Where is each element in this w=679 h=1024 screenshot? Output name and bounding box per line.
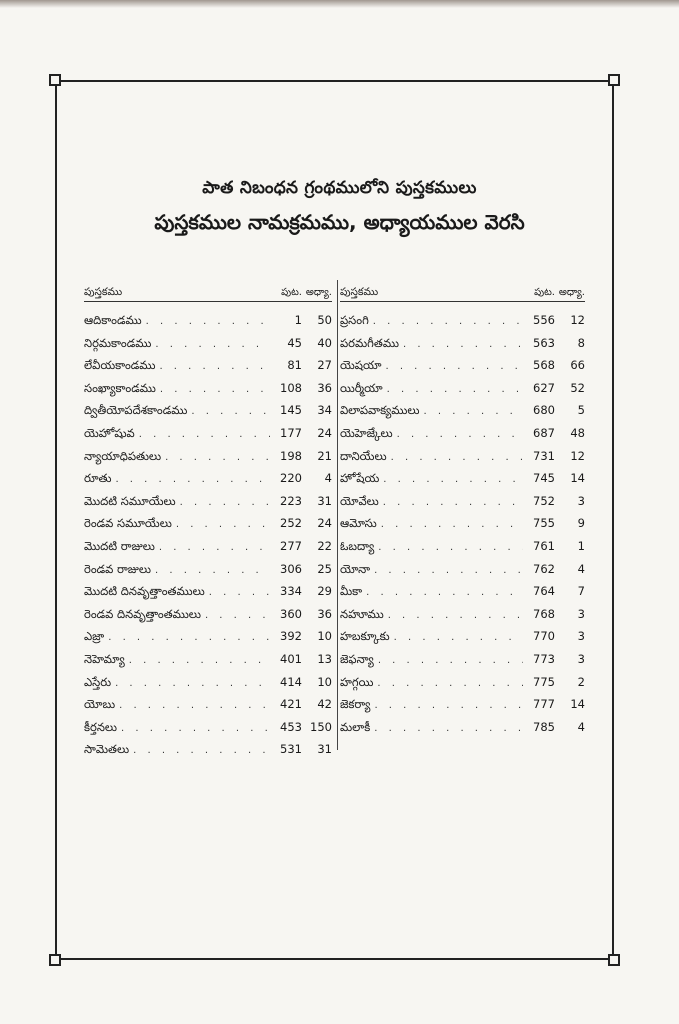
book-row (340, 558, 585, 581)
book-chapters: 36 (317, 606, 332, 621)
book-chapters: 10 (317, 629, 332, 644)
book-name: ప్రసంగి (340, 313, 369, 327)
book-chapters: 27 (317, 358, 332, 373)
book-page: 220 (280, 471, 302, 486)
book-page: 563 (533, 335, 555, 350)
book-chapters: 4 (577, 719, 585, 734)
book-row (340, 648, 585, 671)
book-page: 762 (533, 561, 555, 576)
book-row (340, 716, 585, 739)
page-title: పాత నిబంధన గ్రంథములోని పుస్తకములు (202, 178, 477, 198)
book-page: 680 (533, 403, 555, 418)
book-name: ఎస్తేరు (84, 674, 112, 689)
book-row (340, 332, 585, 355)
book-name: యెహెజ్కేలు (340, 425, 393, 440)
book-row (84, 512, 332, 535)
book-page: 752 (533, 493, 555, 508)
book-row (340, 467, 585, 490)
dot-leader (377, 514, 523, 537)
book-page: 306 (280, 561, 302, 576)
dot-leader (374, 650, 523, 673)
book-name: మొదటి సమూయేలు (84, 493, 176, 508)
book-name: ద్వితీయోపదేశకాండము (84, 403, 188, 418)
book-chapters: 3 (577, 629, 585, 644)
book-row (84, 738, 332, 761)
book-row (340, 693, 585, 716)
frame-corner-ornament (49, 954, 61, 966)
dot-leader (176, 492, 270, 515)
book-page: 785 (533, 719, 555, 734)
book-chapters: 150 (310, 719, 332, 734)
dot-leader (387, 447, 523, 470)
dot-leader (420, 401, 523, 424)
book-chapters: 24 (317, 516, 332, 531)
book-name: యోబు (84, 697, 116, 712)
book-page: 108 (280, 380, 302, 395)
book-row (84, 558, 332, 581)
book-name: జెఫన్యా (340, 651, 374, 666)
dot-leader (129, 740, 270, 763)
book-chapters: 34 (317, 403, 332, 418)
book-name: ఆమోసు (340, 516, 377, 531)
book-name: హోషేయ (340, 471, 380, 486)
book-page: 556 (533, 313, 555, 327)
book-row (340, 354, 585, 377)
book-name: విలాపవాక్యములు (340, 403, 420, 418)
book-row (84, 625, 332, 648)
dot-leader (172, 514, 270, 537)
book-page: 568 (533, 358, 555, 373)
book-row (84, 716, 332, 739)
book-page: 45 (287, 335, 302, 350)
book-page: 252 (280, 516, 302, 531)
book-row (84, 354, 332, 377)
dot-leader (155, 356, 270, 379)
book-row (84, 422, 332, 445)
dot-leader (205, 582, 270, 605)
book-row (84, 490, 332, 513)
book-row (340, 422, 585, 445)
book-chapters: 22 (317, 538, 332, 553)
frame-corner-ornament (49, 74, 61, 86)
book-chapters: 4 (577, 561, 585, 576)
book-chapters: 13 (317, 651, 332, 666)
book-chapters: 8 (577, 335, 585, 350)
book-page: 453 (280, 719, 302, 734)
book-page: 1 (294, 313, 302, 327)
book-name: ఆదికాండము (84, 313, 142, 327)
book-row (84, 671, 332, 694)
book-row (84, 377, 332, 400)
book-chapters: 3 (577, 606, 585, 621)
book-name: దానియేలు (340, 448, 387, 463)
book-chapters: 42 (317, 697, 332, 712)
book-chapters: 52 (570, 380, 585, 395)
book-name: మొదటి రాజులు (84, 538, 155, 553)
book-chapters: 5 (577, 403, 585, 418)
book-chapters: 24 (317, 425, 332, 440)
dot-leader (156, 379, 270, 402)
book-row (84, 603, 332, 626)
book-row (340, 309, 585, 332)
book-name: సంఖ్యాకాండము (84, 380, 156, 395)
book-chapters: 7 (577, 584, 585, 599)
book-page: 392 (280, 629, 302, 644)
book-name: కీర్తనలు (84, 719, 118, 734)
book-name: సామెతలు (84, 742, 130, 757)
dot-leader (135, 424, 270, 447)
book-name: యిర్మీయా (340, 380, 383, 395)
book-list-left (84, 309, 332, 761)
dot-leader (370, 560, 523, 583)
book-name: రెండవ రాజులు (84, 561, 152, 576)
book-name: హబక్కూకు (340, 629, 390, 644)
book-chapters: 14 (570, 471, 585, 486)
book-page: 773 (533, 651, 555, 666)
book-row (340, 377, 585, 400)
book-page: 768 (533, 606, 555, 621)
book-row (340, 399, 585, 422)
dot-leader (381, 356, 523, 379)
page-subtitle: పుస్తకముల నామక్రమము, అధ్యాయముల వెరసి (154, 210, 525, 234)
book-table-left (84, 282, 332, 761)
dot-leader (111, 673, 270, 696)
dot-leader (379, 492, 523, 515)
book-name: రెండవ దినవృత్తాంతములు (84, 606, 201, 621)
book-row (84, 399, 332, 422)
book-name: నిర్గమకాండము (84, 335, 152, 350)
book-chapters: 50 (317, 313, 332, 327)
book-page: 627 (533, 380, 555, 395)
book-row (340, 445, 585, 468)
dot-leader (187, 401, 270, 424)
book-chapters: 21 (317, 448, 332, 463)
book-row (340, 535, 585, 558)
dot-leader (104, 627, 270, 650)
dot-leader (370, 718, 523, 741)
header-book: పుస్తకము (84, 286, 123, 298)
column-divider (337, 280, 338, 750)
book-chapters: 12 (570, 313, 585, 327)
book-page: 731 (533, 448, 555, 463)
book-name: న్యాయాధిపతులు (84, 448, 162, 463)
dot-leader (201, 605, 270, 628)
book-chapters: 66 (570, 358, 585, 373)
book-page: 223 (280, 493, 302, 508)
dot-leader (151, 334, 270, 357)
book-row (340, 580, 585, 603)
book-page: 755 (533, 516, 555, 531)
book-chapters: 4 (324, 471, 332, 486)
book-row (84, 309, 332, 332)
book-name: మలాకీ (340, 719, 371, 734)
book-name: లేవీయకాండము (84, 358, 156, 373)
book-row (84, 535, 332, 558)
book-page: 360 (280, 606, 302, 621)
dot-leader (125, 650, 270, 673)
book-row (84, 648, 332, 671)
book-row (84, 580, 332, 603)
table-header (84, 282, 332, 306)
header-page: పుట. (281, 287, 302, 298)
book-name: యెషయా (340, 358, 382, 373)
book-name: యోవేలు (340, 493, 379, 508)
book-row (340, 603, 585, 626)
book-page: 198 (280, 448, 302, 463)
book-chapters: 10 (317, 674, 332, 689)
book-name: పరమగీతము (340, 335, 399, 350)
book-name: జెకర్యా (340, 697, 371, 712)
header-chapters: అధ్యా. (558, 287, 585, 298)
book-page: 770 (533, 629, 555, 644)
book-name: హగ్గయి (340, 674, 374, 689)
book-chapters: 31 (317, 493, 332, 508)
book-page: 421 (280, 697, 302, 712)
book-page: 764 (533, 584, 555, 599)
book-row (340, 490, 585, 513)
book-chapters: 1 (577, 538, 585, 553)
book-chapters: 3 (577, 651, 585, 666)
book-name: రూతు (84, 471, 112, 486)
book-name: నెహెమ్యా (84, 651, 125, 666)
book-chapters: 12 (570, 448, 585, 463)
book-name: నహూము (340, 606, 384, 621)
frame-corner-ornament (608, 74, 620, 86)
book-page: 414 (280, 674, 302, 689)
book-page: 745 (533, 471, 555, 486)
book-row (84, 693, 332, 716)
dot-leader (155, 537, 270, 560)
book-row (84, 445, 332, 468)
book-chapters: 25 (317, 561, 332, 576)
book-page: 775 (533, 674, 555, 689)
book-list-right (340, 309, 585, 738)
header-page: పుట. (534, 287, 555, 298)
book-row (84, 467, 332, 490)
book-chapters: 48 (570, 425, 585, 440)
table-header (340, 282, 585, 306)
dot-leader (383, 379, 523, 402)
book-page: 81 (287, 358, 302, 373)
book-name: యోనా (340, 561, 371, 576)
dot-leader (370, 695, 523, 718)
header-book: పుస్తకము (340, 286, 379, 298)
frame-corner-ornament (608, 954, 620, 966)
dot-leader (111, 469, 270, 492)
book-chapters: 31 (317, 742, 332, 757)
book-name: యెహోషువ (84, 425, 135, 440)
book-row (340, 671, 585, 694)
book-page: 777 (533, 697, 555, 712)
book-name: మొదటి దినవృత్తాంతములు (84, 584, 205, 599)
dot-leader (373, 673, 523, 696)
dot-leader (399, 334, 523, 357)
dot-leader (151, 560, 270, 583)
dot-leader (142, 311, 270, 334)
dot-leader (384, 605, 523, 628)
book-chapters: 29 (317, 584, 332, 599)
book-chapters: 14 (570, 697, 585, 712)
book-name: మీకా (340, 584, 363, 599)
book-page: 531 (280, 742, 302, 757)
book-page: 145 (280, 403, 302, 418)
book-chapters: 2 (577, 674, 585, 689)
book-chapters: 3 (577, 493, 585, 508)
book-page: 401 (280, 651, 302, 666)
book-row (340, 512, 585, 535)
book-page: 334 (280, 584, 302, 599)
header-chapters: అధ్యా. (305, 287, 332, 298)
book-page: 277 (280, 538, 302, 553)
dot-leader (362, 582, 523, 605)
book-chapters: 36 (317, 380, 332, 395)
page-top-edge (0, 0, 679, 8)
dot-leader (161, 447, 270, 470)
dot-leader (393, 424, 523, 447)
dot-leader (390, 627, 523, 650)
dot-leader (117, 718, 270, 741)
dot-leader (115, 695, 270, 718)
book-name: ఓబద్యా (340, 538, 375, 553)
dot-leader (369, 311, 523, 334)
book-page: 177 (280, 425, 302, 440)
dot-leader (374, 537, 523, 560)
book-row (84, 332, 332, 355)
book-chapters: 9 (577, 516, 585, 531)
book-row (340, 625, 585, 648)
dot-leader (379, 469, 523, 492)
book-page: 761 (533, 538, 555, 553)
book-page: 687 (533, 425, 555, 440)
book-name: ఎజ్రా (84, 629, 105, 644)
book-table-right (340, 282, 585, 738)
book-name: రెండవ సమూయేలు (84, 516, 172, 531)
book-chapters: 40 (317, 335, 332, 350)
